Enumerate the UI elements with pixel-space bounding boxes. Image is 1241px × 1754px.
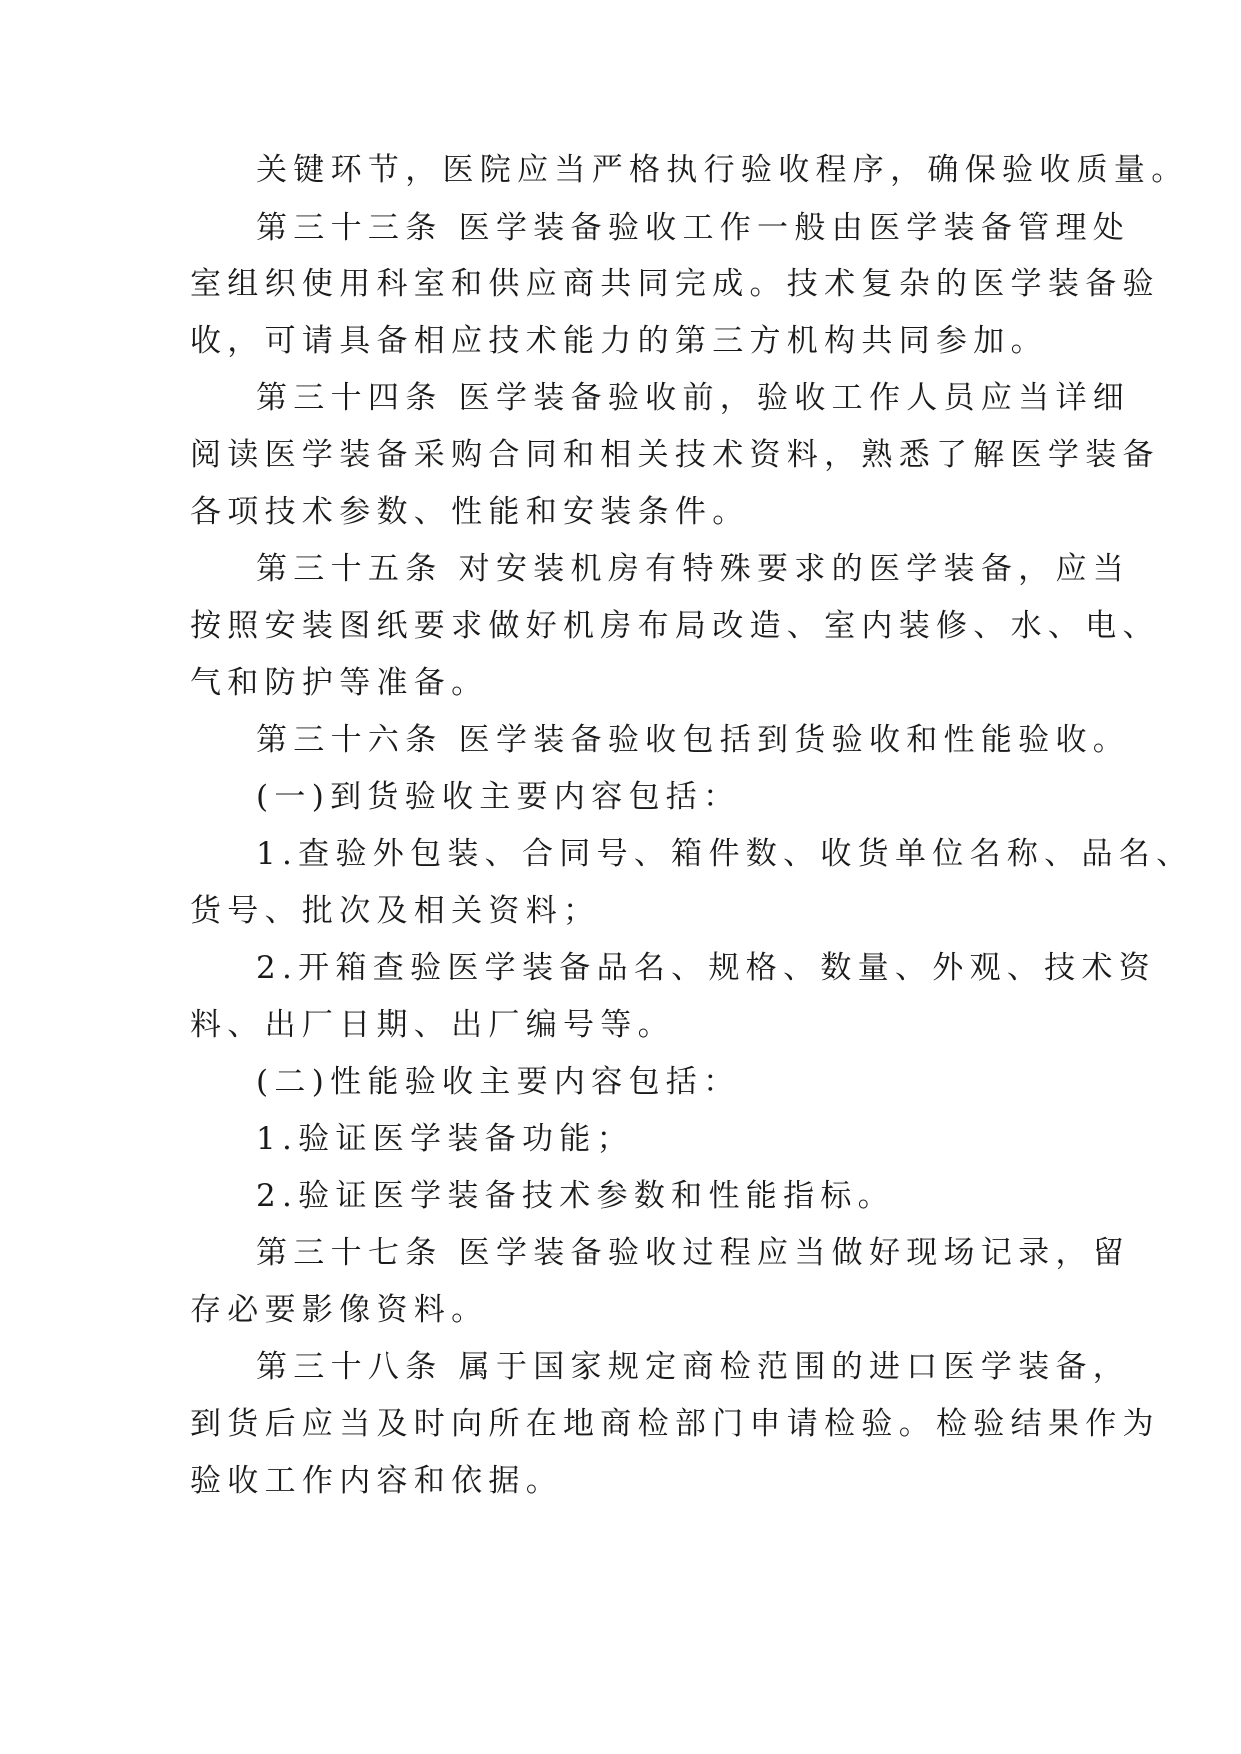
list-item: 2.验证医学装备技术参数和性能指标。 [256, 1178, 895, 1214]
list-item: 1.查验外包装、合同号、箱件数、收货单位名称、品名、 [256, 836, 1194, 872]
article-37-heading-line: 第三十七条 医学装备验收过程应当做好现场记录，留 [256, 1235, 1131, 1271]
text-line: 气和防护等准备。 [190, 665, 489, 701]
article-38-heading-line: 第三十八条 属于国家规定商检范围的进口医学装备， [256, 1349, 1131, 1385]
text-line: 室组织使用科室和供应商共同完成。技术复杂的医学装备验 [190, 266, 1160, 302]
subsection-2-heading: (二)性能验收主要内容包括： [256, 1064, 741, 1100]
text-line: 料、出厂日期、出厂编号等。 [190, 1007, 675, 1043]
text-line: 到货后应当及时向所在地商检部门申请检验。检验结果作为 [190, 1406, 1160, 1442]
list-item: 1.验证医学装备功能； [256, 1121, 634, 1157]
article-36-heading-line: 第三十六条 医学装备验收包括到货验收和性能验收。 [256, 722, 1131, 758]
subsection-1-heading: (一)到货验收主要内容包括： [256, 779, 741, 815]
text-line: 各项技术参数、性能和安装条件。 [190, 494, 750, 530]
text-line: 收，可请具备相应技术能力的第三方机构共同参加。 [190, 323, 1048, 359]
article-34-heading-line: 第三十四条 医学装备验收前，验收工作人员应当详细 [256, 380, 1131, 416]
text-line: 货号、批次及相关资料； [190, 893, 601, 929]
text-line: 存必要影像资料。 [190, 1292, 489, 1328]
article-35-heading-line: 第三十五条 对安装机房有特殊要求的医学装备，应当 [256, 551, 1131, 587]
text-line: 阅读医学装备采购合同和相关技术资料，熟悉了解医学装备 [190, 437, 1160, 473]
text-line: 按照安装图纸要求做好机房布局改造、室内装修、水、电、 [190, 608, 1160, 644]
text-line: 关键环节，医院应当严格执行验收程序，确保验收质量。 [256, 152, 1189, 188]
article-33-heading-line: 第三十三条 医学装备验收工作一般由医学装备管理处 [256, 210, 1131, 246]
list-item: 2.开箱查验医学装备品名、规格、数量、外观、技术资 [256, 950, 1157, 986]
text-line: 验收工作内容和依据。 [190, 1463, 563, 1499]
